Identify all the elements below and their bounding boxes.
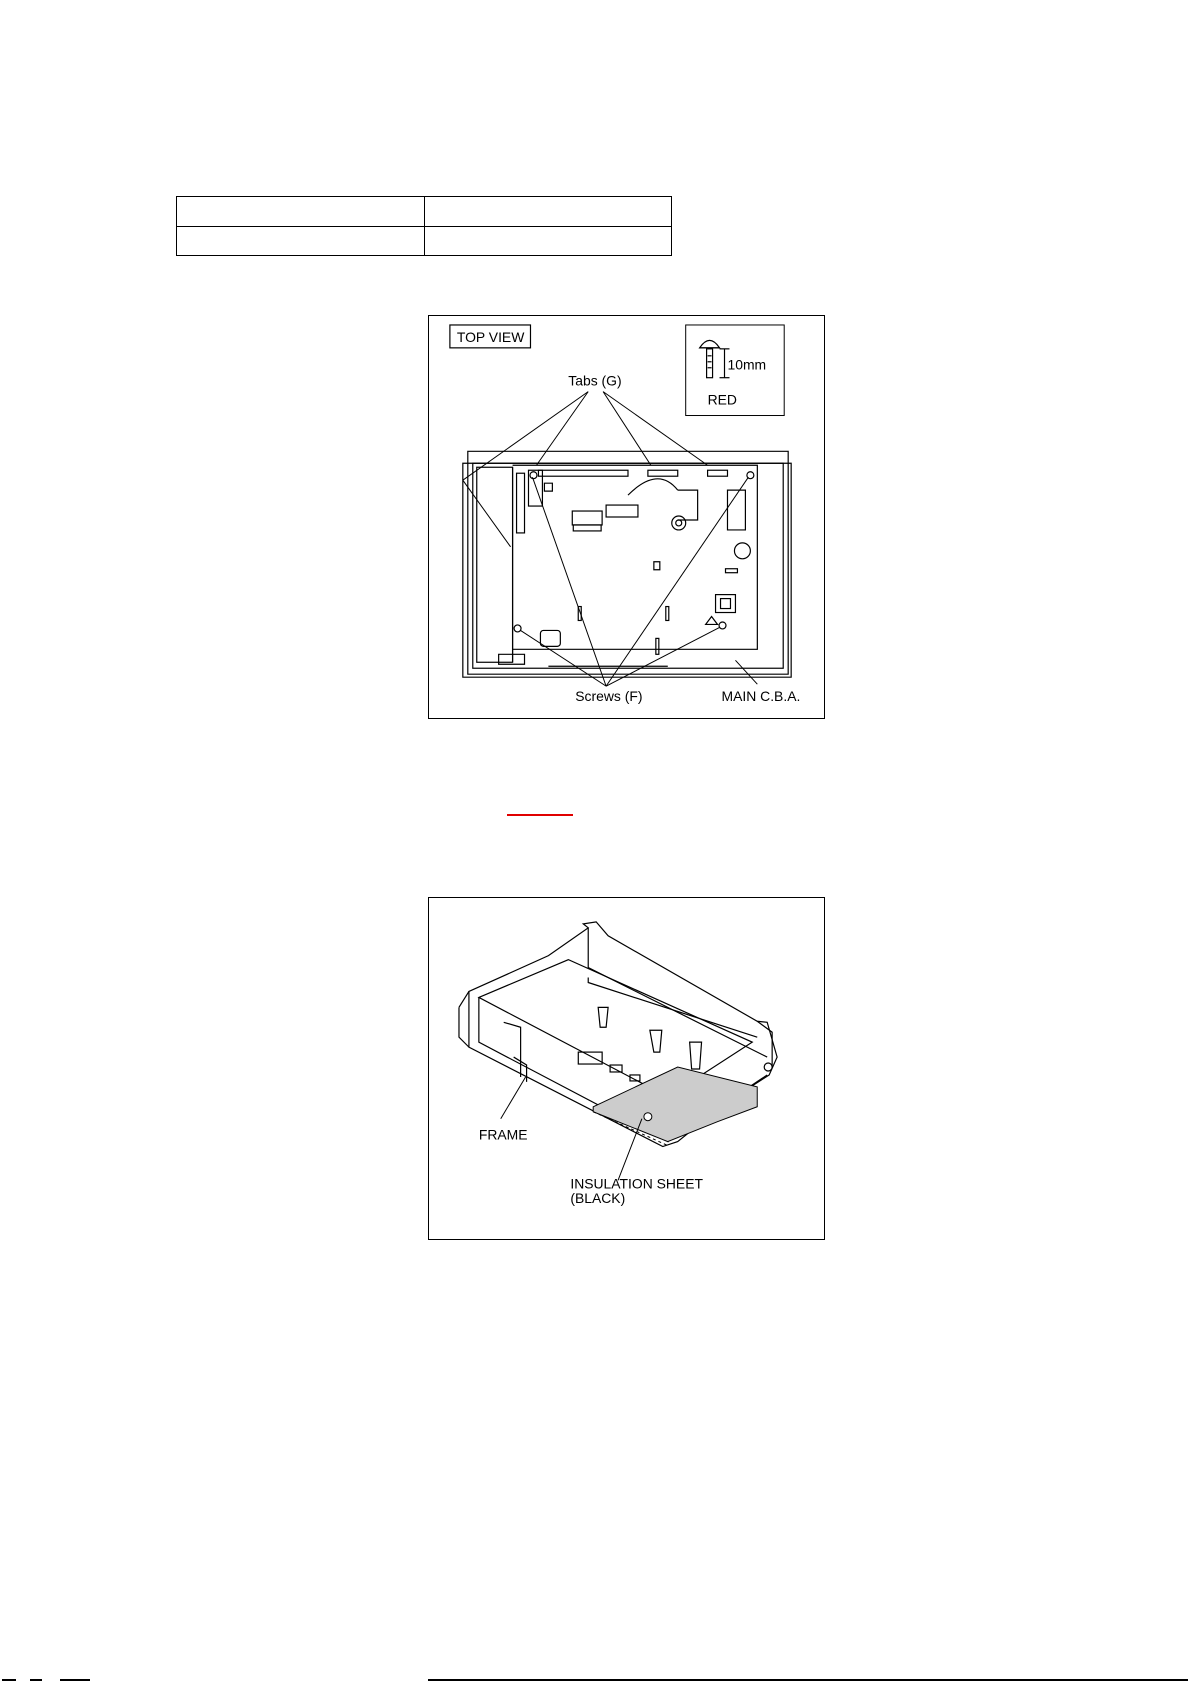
screws-label: Screws (F) [575,688,643,705]
screw-color-label: RED [707,391,737,408]
board-screws [514,472,754,632]
view-label: TOP VIEW [456,328,525,345]
footer-rule [30,1679,42,1681]
frame-drawing [429,898,824,1239]
screw-icon [700,340,730,377]
frame-label: FRAME [478,1126,528,1143]
insulation-label: INSULATION SHEET [570,1175,703,1192]
tabs-label: Tabs (G) [568,372,622,389]
table-cell [424,197,672,227]
table-cell [177,197,425,227]
top-view-drawing [429,316,824,718]
footer-rule [60,1679,90,1681]
board-label: MAIN C.B.A. [721,688,801,705]
top-view-figure [428,315,825,719]
spec-table [176,196,672,256]
sheet-hole [644,1113,652,1121]
screws-leaders [521,477,758,686]
red-link-underline [507,814,573,816]
tabs-leaders [463,392,708,547]
chassis-outline [463,451,791,677]
screw-size-label: 10mm [727,356,767,373]
frame-figure [428,897,825,1240]
table-row [177,197,672,227]
footer-rule [2,1679,16,1681]
insulation-sheet [593,1067,757,1142]
footer-rule [428,1679,1188,1681]
insulation-label-sub: (BLACK) [570,1190,626,1207]
table-row [177,226,672,256]
table-cell [424,226,672,256]
table-cell [177,226,425,256]
